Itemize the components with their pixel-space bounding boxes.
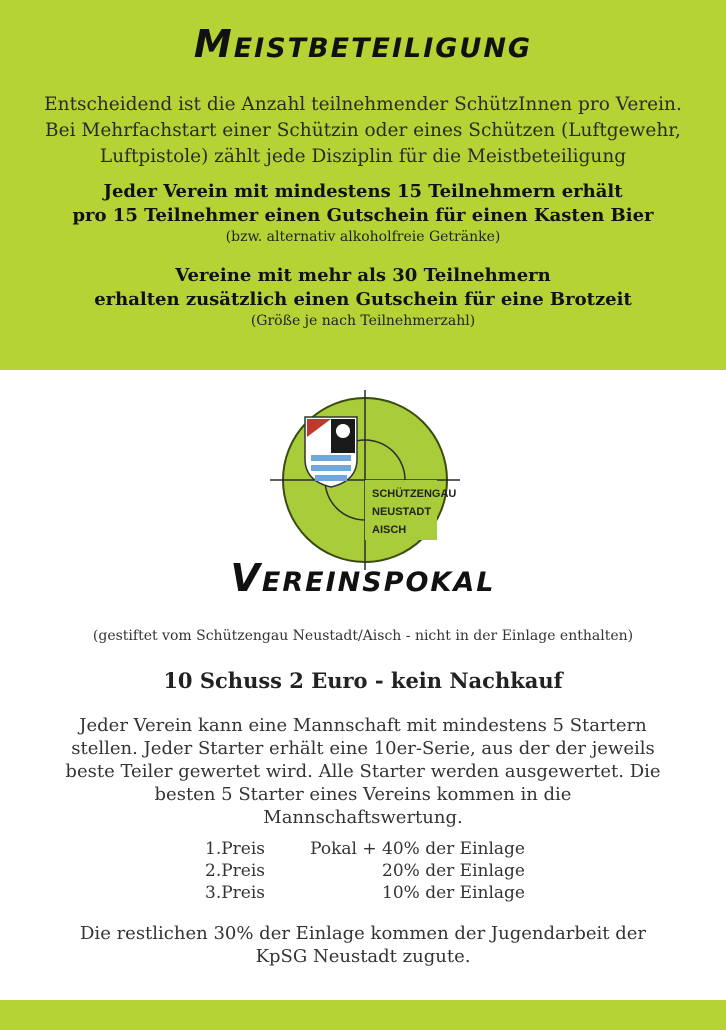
prize-row — [205, 860, 545, 882]
intro-line: Bei Mehrfachstart einer Schützin oder eines Schützen (Luftgewehr, — [45, 120, 681, 141]
prize-value: 20% der Einlage — [382, 861, 525, 881]
intro-line: Entscheidend ist die Anzahl teilnehmender SchützInnen pro Verein. — [44, 94, 682, 115]
closing-line: Die restlichen 30% der Einlage kommen der Jugendarbeit der — [80, 923, 646, 944]
closing-line: KpSG Neustadt zugute. — [255, 946, 471, 967]
prize-row — [205, 882, 545, 904]
intro-line: Luftpistole) zählt jede Disziplin für die Meistbeteiligung — [99, 146, 627, 167]
schuetzengau-logo — [265, 385, 465, 570]
rules-line: Mannschaftswertung. — [263, 807, 463, 828]
rules-line: Jeder Verein kann eine Mannschaft mit mindestens 5 Startern — [79, 715, 647, 736]
rules-line: stellen. Jeder Starter erhält eine 10er-Serie, aus der der jeweils — [71, 738, 655, 759]
prize-value: Pokal + 40% der Einlage — [310, 839, 525, 859]
bottom-bar — [0, 1000, 726, 1030]
logo-line: AISCH — [372, 524, 407, 536]
logo-line: NEUSTADT — [372, 506, 432, 518]
bonus-brotzeit-line: erhalten zusätzlich einen Gutschein für eine Brotzeit — [94, 289, 632, 310]
bonus-brotzeit-line: Vereine mit mehr als 30 Teilnehmern — [175, 265, 551, 286]
prize-value: 10% der Einlage — [382, 883, 525, 903]
sponsor-note: (gestiftet vom Schützengau Neustadt/Aisch - nicht in der Einlage enthalten) — [92, 628, 634, 644]
rules-line: besten 5 Starter eines Vereins kommen in die — [154, 784, 572, 805]
bonus-crate — [20, 180, 706, 246]
section-title-vereinspokal: Vereinspokal — [230, 556, 496, 600]
rules-line: beste Teiler gewertet wird. Alle Starter werden ausgewertet. Die — [65, 761, 661, 782]
prize-place: 3.Preis — [205, 883, 266, 903]
prize-row — [205, 838, 545, 860]
bonus-crate-line: pro 15 Teilnehmer einen Gutschein für einen Kasten Bier — [72, 205, 654, 226]
section-title-meistbeteiligung: Meistbeteiligung — [193, 22, 533, 66]
rules-text — [60, 714, 666, 829]
bonus-crate-note: (bzw. alternativ alkoholfreie Getränke) — [225, 229, 501, 245]
price-line: 10 Schuss 2 Euro - kein Nachkauf — [163, 668, 563, 693]
intro-text — [20, 92, 706, 170]
bonus-crate-line: Jeder Verein mit mindestens 15 Teilnehmern erhält — [103, 181, 623, 202]
prize-place: 1.Preis — [205, 839, 266, 859]
closing-text — [60, 922, 666, 968]
bonus-brotzeit-note: (Größe je nach Teilnehmerzahl) — [250, 313, 476, 329]
prize-list — [205, 838, 545, 904]
prize-place: 2.Preis — [205, 861, 266, 881]
bonus-brotzeit — [20, 264, 706, 330]
coat-of-arms-icon — [305, 417, 357, 487]
logo-line: SCHÜTZENGAU — [372, 488, 457, 500]
